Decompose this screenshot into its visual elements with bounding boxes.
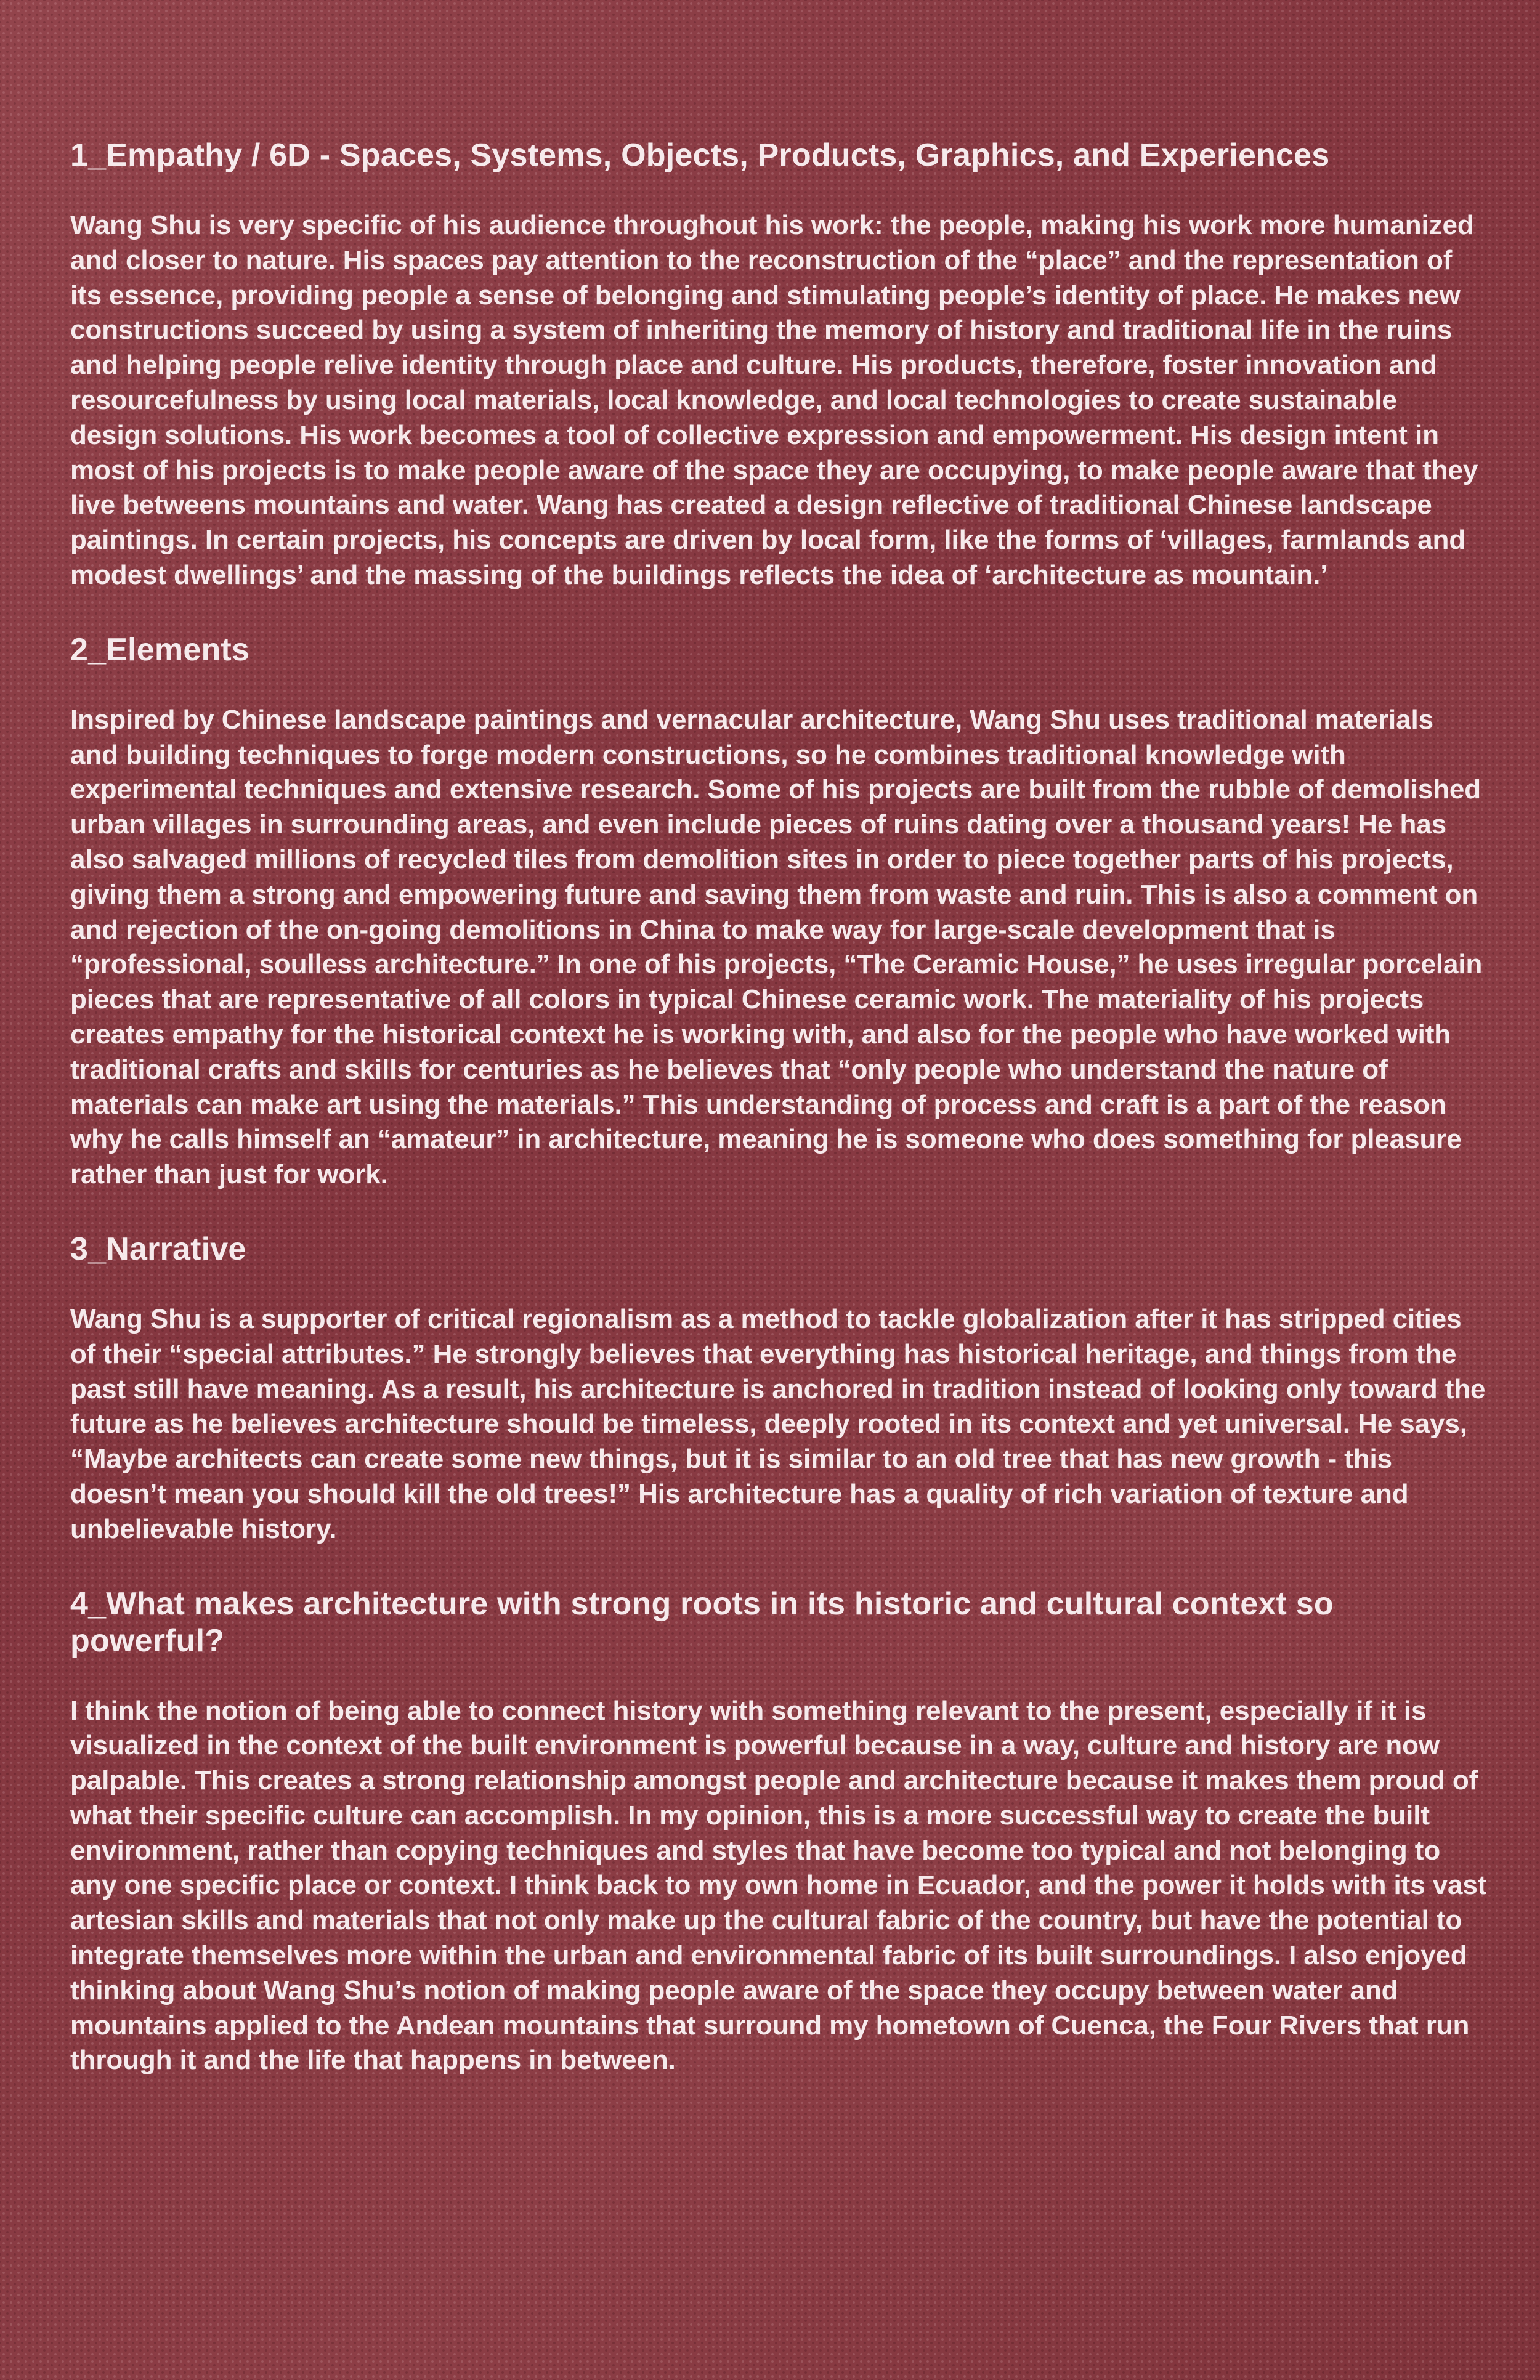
section-spacer bbox=[70, 1192, 1487, 1231]
section-body: Inspired by Chinese landscape paintings and vernacular architecture, Wang Shu uses traditional materials and building techniques to forge modern constructions, so he combines traditional knowledge with experimental techniques and extensive research. Some of his projects are built from the rubble of demolished urban villages in surrounding areas, and even include pieces of ruins dating over a thousand years! He has also salvaged millions of recycled tiles from demolition sites in order to piece together parts of his projects, giving them a strong and empowering future and saving them from waste and ruin. This is also a comment on and rejection of the on-going demolitions in China to make way for large-scale development that is “professional, soulless architecture.” In one of his projects, “The Ceramic House,” he uses irregular porcelain pieces that are representative of all colors in typical Chinese ceramic work. The materiality of his projects creates empathy for the historical context he is working with, and also for the people who have worked with traditional crafts and skills for centuries as he believes that “only people who understand the nature of materials can make art using the materials.” This understanding of process and craft is a part of the reason why he calls himself an “amateur” in architecture, meaning he is someone who does something for pleasure rather than just for work. bbox=[70, 704, 1483, 1190]
section-heading: 2_Elements bbox=[70, 631, 250, 668]
section-body: Wang Shu is very specific of his audience throughout his work: the people, making his work more humanized and closer to nature. His spaces pay attention to the reconstruction of the “place” and the representation of its essence, providing people a sense of belonging and stimulating people’s identity of place. He makes new constructions succeed by using a system of inheriting the memory of history and traditional life in the ruins and helping people relive identity through place and culture. His products, therefore, foster innovation and resourcefulness by using local materials, local knowledge, and local technologies to create sustainable design solutions. His work becomes a tool of collective expression and empowerment. His design intent in most of his projects is to make people aware of the space they are occupying, to make people aware that they live betweens mountains and water. Wang has created a design reflective of traditional Chinese landscape paintings. In certain projects, his concepts are driven by local form, like the forms of ‘villages, farmlands and modest dwellings’ and the massing of the buildings reflects the idea of ‘architecture as mountain.’ bbox=[70, 210, 1478, 590]
section-narrative bbox=[70, 1231, 1487, 1547]
section-body: I think the notion of being able to connect history with something relevant to the present, especially if it is visualized in the context of the built environment is powerful because in a way, culture and history are now palpable. This creates a strong relationship amongst people and architecture because it makes them proud of what their specific culture can accomplish. In my opinion, this is a more successful way to create the built environment, rather than copying techniques and styles that have become too typical and not belonging to any one specific place or context. I think back to my own home in Ecuador, and the power it holds with its vast artesian skills and materials that not only make up the cultural fabric of the country, but have the potential to integrate themselves more within the urban and environmental fabric of its built surroundings. I also enjoyed thinking about Wang Shu’s notion of making people aware of the space they occupy between water and mountains applied to the Andean mountains that surround my hometown of Cuenca, the Four Rivers that run through it and the life that happens in between. bbox=[70, 1695, 1487, 2076]
section-question bbox=[70, 1585, 1487, 2079]
section-heading: 1_Empathy / 6D - Spaces, Systems, Objects, Products, Graphics, and Experiences bbox=[70, 137, 1330, 173]
section-heading: 4_What makes architecture with strong roots in its historic and cultural context so powerful? bbox=[70, 1585, 1334, 1659]
section-heading: 3_Narrative bbox=[70, 1231, 246, 1267]
section-elements bbox=[70, 631, 1487, 1192]
section-empathy bbox=[70, 137, 1487, 593]
section-spacer bbox=[70, 1547, 1487, 1585]
section-body: Wang Shu is a supporter of critical regionalism as a method to tackle globalization after it has stripped cities of their “special attributes.” He strongly believes that everything has historical heritage, and things from the past still have meaning. As a result, his architecture is anchored in tradition instead of looking only toward the future as he believes architecture should be timeless, deeply rooted in its context and yet universal. He says, “Maybe architects can create some new things, but it is similar to an old tree that has new growth - this doesn’t mean you should kill the old trees!” His architecture has a quality of rich variation of texture and unbelievable history. bbox=[70, 1303, 1486, 1544]
document-page bbox=[70, 137, 1487, 2078]
section-spacer bbox=[70, 593, 1487, 631]
